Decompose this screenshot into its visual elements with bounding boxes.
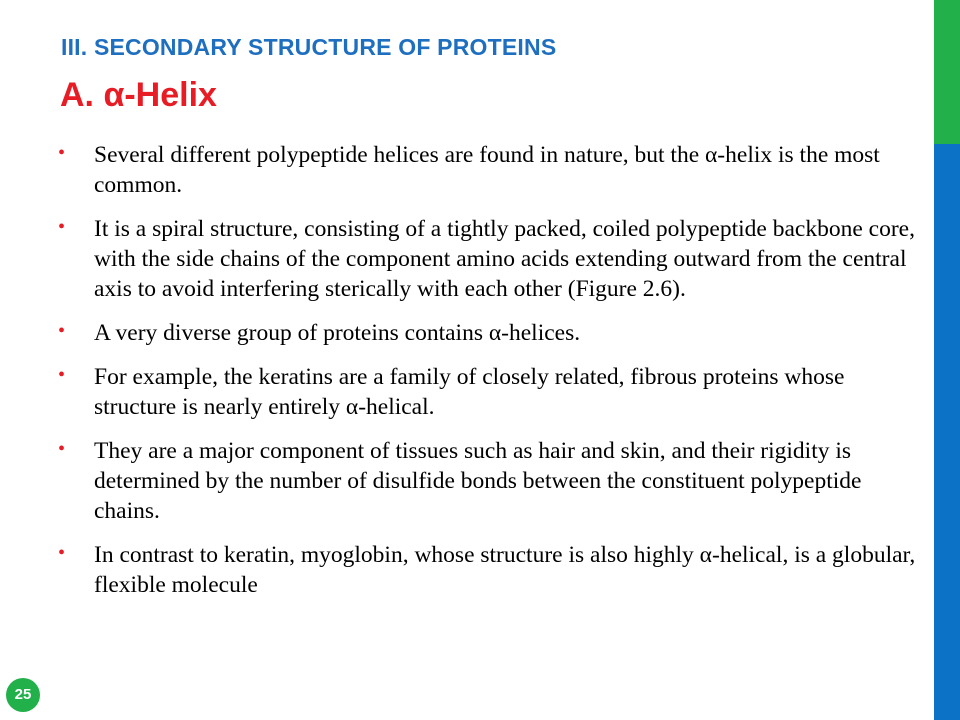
bullet-item — [58, 318, 920, 348]
bullet-list — [58, 140, 920, 614]
bullet-text: For example, the keratins are a family of closely related, fibrous proteins whose structure is nearly entirely α-helical. — [94, 364, 845, 420]
bullet-item — [58, 436, 920, 526]
bullet-marker-icon: • — [58, 216, 66, 238]
side-bar-green — [934, 0, 960, 144]
bullet-marker-icon: • — [58, 320, 66, 342]
side-bar-blue — [934, 144, 960, 720]
bullet-marker-icon: • — [58, 438, 66, 460]
bullet-item — [58, 214, 920, 304]
bullet-text: In contrast to keratin, myoglobin, whose structure is also highly α-helical, is a globular, flexible molecule — [94, 542, 916, 598]
bullet-text: A very diverse group of proteins contains α-helices. — [94, 320, 581, 346]
bullet-item — [58, 362, 920, 422]
bullet-marker-icon: • — [58, 142, 66, 164]
bullet-text: Several different polypeptide helices are found in nature, but the α-helix is the most common. — [94, 142, 880, 198]
bullet-item — [58, 540, 920, 600]
slide-heading: III. SECONDARY STRUCTURE OF PROTEINS — [61, 34, 557, 60]
slide-subheading: A. α-Helix — [60, 76, 217, 114]
bullet-text: They are a major component of tissues such as hair and skin, and their rigidity is determined by the number of disulfide bonds between the constituent polypeptide chains. — [94, 438, 862, 524]
bullet-marker-icon: • — [58, 542, 66, 564]
bullet-marker-icon: • — [58, 364, 66, 386]
page-number-badge: 25 — [6, 678, 40, 712]
bullet-item — [58, 140, 920, 200]
bullet-text: It is a spiral structure, consisting of a tightly packed, coiled polypeptide backbone core, with the side chains of the component amino acids extending outward from the central axis to avoid interfering sterically with each other (Figure 2.6). — [94, 216, 915, 302]
